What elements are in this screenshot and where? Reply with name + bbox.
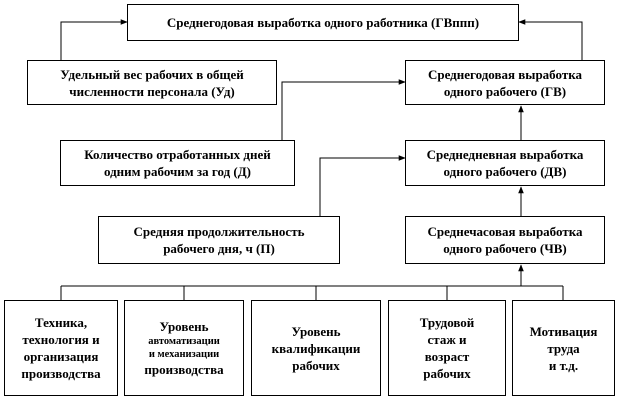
box-worker-share-label: Удельный вес рабочих в общей численности персонала (Уд) [60,66,244,99]
box-daily-output [405,140,605,186]
box-hourly-output [405,216,605,264]
box-annual-output-per-employee-label: Среднегодовая выработка одного рабочего (ГВ) [427,66,583,99]
box-workday-length-label: Средняя продолжительность рабочего дня, ч (П) [133,224,305,256]
box-worker-share [27,60,277,105]
factor-qualification [251,300,381,396]
connector-ud-to-top [61,22,127,60]
connector-d-to-gv [282,82,405,140]
connector-gv-to-top [519,22,582,60]
box-annual-output-per-worker-label: Среднегодовая выработка одного работника (ГВппп) [166,15,480,30]
box-annual-output-per-employee [405,60,605,105]
factor-technology [4,300,118,396]
factor-motivation-label: Мотивация труда и т.д. [529,323,598,373]
factor-automation-tail: производства [144,362,224,377]
factor-experience [388,300,506,396]
box-daily-output-label: Среднедневная выработка одного рабочего (ДВ) [426,147,584,179]
box-hourly-output-label: Среднечасовая выработка одного рабочего (ЧВ) [427,224,583,256]
box-annual-output-per-worker [127,4,519,41]
factor-technology-label: Техника, технология и организация производства [21,315,101,381]
factor-experience-label: Трудовой стаж и возраст рабочих [419,315,475,381]
connector-p-to-dv [320,158,405,216]
factor-automation-small: автоматизации и механизации [148,336,220,360]
box-days-worked [60,140,295,186]
factor-motivation [512,300,615,396]
factor-qualification-label: Уровень квалификации рабочих [271,323,361,373]
box-days-worked-label: Количество отработанных дней одним рабочим за год (Д) [84,147,271,179]
factor-automation [124,300,244,396]
factor-automation-head: Уровень [159,319,209,334]
box-workday-length [98,216,340,264]
